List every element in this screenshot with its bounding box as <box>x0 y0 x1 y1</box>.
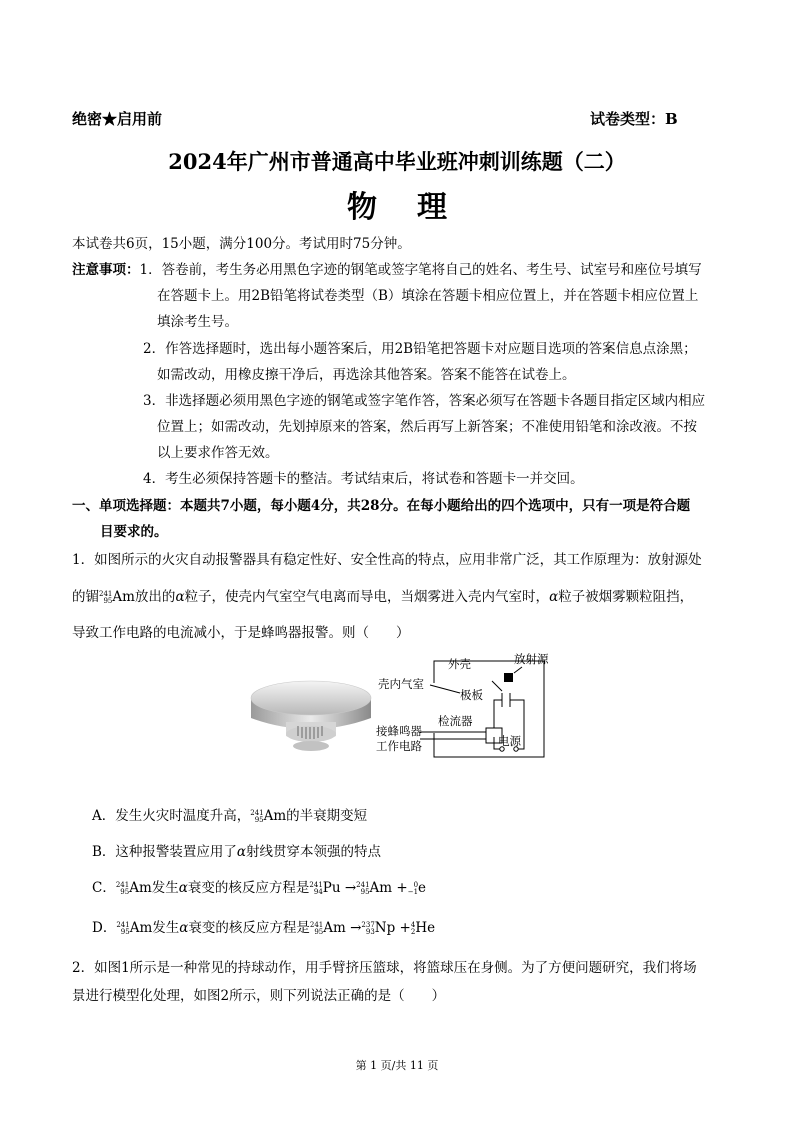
alpha-symbol: α <box>549 589 559 605</box>
atomic-number: 95 <box>120 927 130 936</box>
option-d-text: 衰变的核反应方程是 <box>188 920 310 936</box>
note-1-line-1: 1．答卷前，考生务必用黑色字迹的钢笔或签字笔将自己的姓名、考生号、试室号和座位号填写 <box>139 262 702 278</box>
q1-line-2 <box>72 587 693 607</box>
am-nuclide-sub <box>116 922 129 936</box>
option-b-text: B．这种报警装置应用了 <box>92 844 237 860</box>
note-4-line-1: 4．考生必须保持答题卡的整洁。考试结束后，将试卷和答题卡一并交回。 <box>143 471 584 487</box>
option-c-text: C． <box>92 880 116 896</box>
q1-text: 粒子被烟雾颗粒阻挡， <box>558 589 694 605</box>
mass-number: 237 <box>361 920 375 929</box>
atomic-number: 95 <box>103 596 113 605</box>
exam-title: 2024年广州市普通高中毕业班冲刺训练题（二） <box>168 149 626 174</box>
option-c-text: 衰变的核反应方程是 <box>187 880 310 896</box>
am-nuclide-sub <box>116 882 129 896</box>
atomic-number: 93 <box>365 927 375 936</box>
option-a <box>92 806 367 826</box>
atomic-number: 95 <box>254 815 264 824</box>
option-d-formula: Np + <box>374 920 411 936</box>
option-d-text: D． <box>92 920 117 936</box>
option-a-text: Am的半衰期变短 <box>263 808 368 824</box>
e-nuclide-sub <box>408 882 418 896</box>
alpha-symbol: α <box>179 920 189 936</box>
q1-line-1: 1．如图所示的火灾自动报警器具有稳定性好、安全性高的特点，应用非常广泛，其工作原理为：放射源处 <box>72 552 702 568</box>
alpha-symbol: α <box>175 589 185 605</box>
option-c-text: Am发生 <box>129 880 179 896</box>
q1-line-3: 导致工作电路的电流减小，于是蜂鸣器报警。则（ ） <box>72 625 410 641</box>
label-buzzer-1: 接蜂鸣器 <box>376 724 422 738</box>
am-nuclide-sub <box>99 591 112 605</box>
option-d-text: Am发生 <box>129 920 180 936</box>
mass-number: 241 <box>115 880 130 889</box>
note-1-line-2: 在答题卡上。用2B铅笔将试卷类型（B）填涂在答题卡相应位置上，并在答题卡相应位置上 <box>157 288 699 304</box>
label-power: 电源 <box>498 734 521 748</box>
note-3-line-2: 位置上；如需改动，先划掉原来的答案，然后再写上新答案；不准使用铅笔和涂改液。不按 <box>157 419 697 435</box>
note-1-line-3: 填涂考生号。 <box>157 314 238 330</box>
q2-line-2: 景进行模型化处理，如图2所示，则下列说法正确的是（ ） <box>72 988 446 1004</box>
am-nuclide-sub <box>356 882 369 896</box>
section-heading-line-1: 一、单项选择题：本题共7小题，每小题4分，共28分。在每小题给出的四个选项中，只有一项是符合题 <box>72 498 691 514</box>
atomic-number: −1 <box>407 887 419 896</box>
section-heading-line-2: 目要求的。 <box>100 524 168 540</box>
notes-block <box>72 260 702 280</box>
np-nuclide-sub <box>361 922 374 936</box>
option-b <box>92 842 381 862</box>
note-2-line-2: 如需改动，用橡皮擦干净后，再选涂其他答案。答案不能答在试卷上。 <box>157 367 576 383</box>
option-d-formula: Am → <box>323 920 362 936</box>
alpha-symbol: α <box>178 880 188 896</box>
label-buzzer-2: 工作电路 <box>376 739 422 753</box>
option-c <box>92 878 426 898</box>
label-source: 放射源 <box>514 653 549 666</box>
q1-text: 的镅 <box>72 589 99 605</box>
option-a-text: A．发生火灾时温度升高， <box>92 808 251 824</box>
option-d <box>92 918 435 938</box>
he-nuclide-sub <box>411 922 415 936</box>
am-nuclide-sub <box>250 810 263 824</box>
note-2-line-1: 2．作答选择题时，选出每小题答案后，用2B铅笔把答题卡对应题目选项的答案信息点涂黑； <box>143 341 697 357</box>
mass-number: 241 <box>250 808 264 817</box>
label-chamber: 壳内气室 <box>378 677 424 691</box>
option-c-formula: Am + <box>369 880 408 896</box>
mass-number: 241 <box>356 880 370 889</box>
option-c-formula: e <box>418 880 427 896</box>
option-b-text: 射线贯穿本领强的特点 <box>246 844 382 860</box>
radioactive-source-icon <box>504 673 513 682</box>
mass-number: 4 <box>410 920 416 929</box>
q1-text: Am放出的 <box>112 589 176 605</box>
atomic-number: 95 <box>314 927 324 936</box>
smoke-detector-image <box>246 676 376 756</box>
pu-nuclide-sub <box>309 882 322 896</box>
q2-line-1: 2．如图1所示是一种常见的持球动作，用手臂挤压篮球，将篮球压在身侧。为了方便问题研究，我们将场 <box>72 960 697 976</box>
paper-type-label: 试卷类型：B <box>590 110 678 128</box>
circuit-diagram <box>374 653 554 763</box>
atomic-number: 95 <box>360 887 370 896</box>
mass-number: 0 <box>413 880 419 889</box>
exam-intro: 本试卷共6页，15小题，满分100分。考试用时75分钟。 <box>72 236 411 252</box>
option-c-formula: Pu → <box>322 880 357 896</box>
option-d-formula: He <box>415 920 436 936</box>
mass-number: 241 <box>99 589 113 598</box>
note-3-line-3: 以上要求作答无效。 <box>157 445 279 461</box>
mass-number: 241 <box>309 880 323 889</box>
confidential-label: 绝密★启用前 <box>72 110 163 128</box>
mass-number: 241 <box>116 920 130 929</box>
notes-label: 注意事项： <box>72 262 140 278</box>
mass-number: 241 <box>309 920 324 929</box>
alpha-symbol: α <box>236 844 247 860</box>
atomic-number: 94 <box>313 887 323 896</box>
label-outer-shell: 外壳 <box>448 657 471 671</box>
atomic-number: 95 <box>120 887 130 896</box>
page-footer: 第 1 页/共 11 页 <box>355 1059 439 1072</box>
label-detector: 检流器 <box>438 714 473 728</box>
q1-text: 粒子，使壳内气室空气电离而导电，当烟雾进入壳内气室时， <box>184 589 550 605</box>
am-nuclide-sub <box>310 922 323 936</box>
label-plate: 极板 <box>460 688 483 702</box>
subject-title: 物理 <box>347 190 487 225</box>
note-3-line-1: 3．非选择题必须用黑色字迹的钢笔或签字笔作答，答案必须写在答题卡各题目指定区域内相应 <box>143 393 706 409</box>
atomic-number: 2 <box>410 927 416 936</box>
